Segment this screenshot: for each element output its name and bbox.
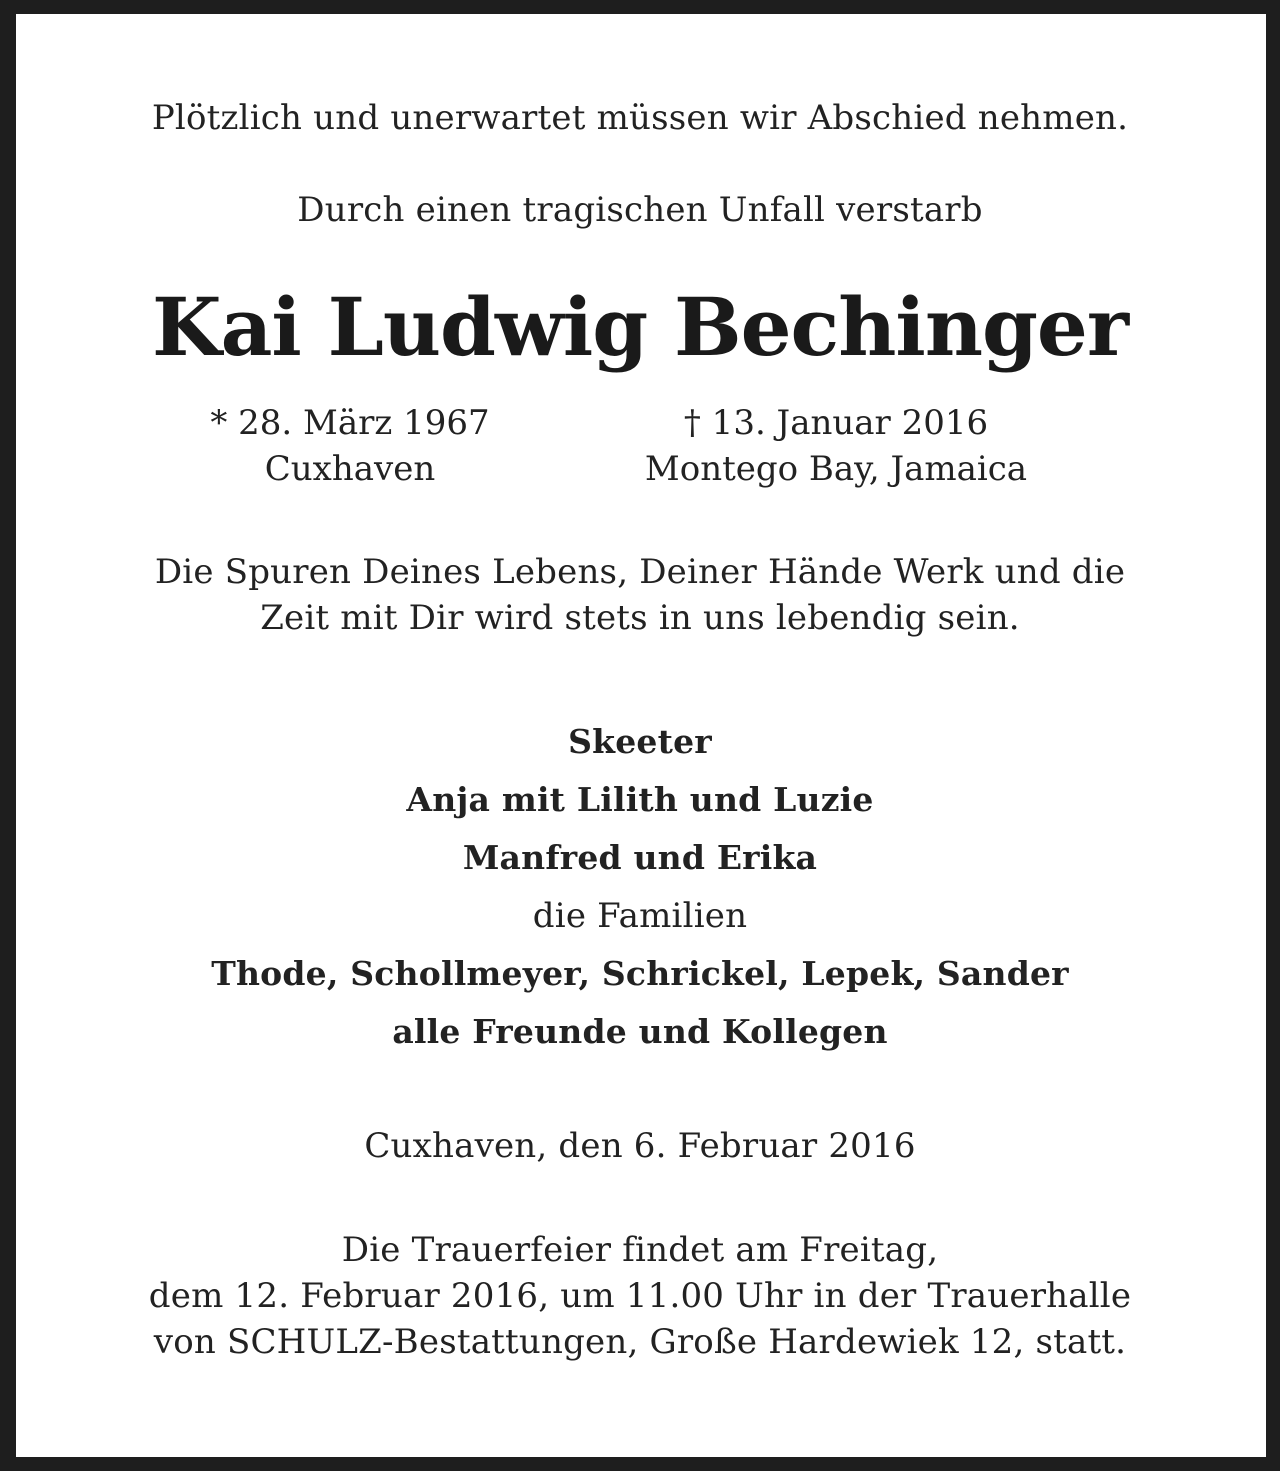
service-line: dem 12. Februar 2016, um 11.00 Uhr in der Trauerhalle xyxy=(148,1276,1132,1316)
birth-info xyxy=(150,400,550,492)
death-info xyxy=(586,400,1086,492)
mourner-line: Manfred und Erika xyxy=(462,838,818,877)
mourner-line: alle Freunde und Kollegen xyxy=(392,1012,888,1051)
subintro-text: Durch einen tragischen Unfall verstarb xyxy=(297,190,983,230)
intro-text: Plötzlich und unerwartet müssen wir Abschied nehmen. xyxy=(151,98,1129,138)
death-place: Montego Bay, Jamaica xyxy=(644,449,1028,489)
mourner-line: Thode, Schollmeyer, Schrickel, Lepek, Sander xyxy=(211,954,1069,993)
mourner-line: Skeeter xyxy=(568,722,712,761)
place-date: Cuxhaven, den 6. Februar 2016 xyxy=(364,1126,916,1166)
quote-line: Zeit mit Dir wird stets in uns lebendig sein. xyxy=(260,598,1020,638)
mourner-line: Anja mit Lilith und Luzie xyxy=(406,780,874,819)
service-line: Die Trauerfeier findet am Freitag, xyxy=(341,1230,939,1270)
birth-date: * 28. März 1967 xyxy=(210,403,490,443)
mourner-line: die Familien xyxy=(532,896,748,936)
service-line: von SCHULZ-Bestattungen, Große Hardewiek 12, statt. xyxy=(153,1322,1127,1362)
death-date: † 13. Januar 2016 xyxy=(683,403,989,443)
birth-place: Cuxhaven xyxy=(264,449,436,489)
quote-line: Die Spuren Deines Lebens, Deiner Hände Werk und die xyxy=(154,552,1126,592)
deceased-name: Kai Ludwig Bechinger xyxy=(152,280,1128,374)
